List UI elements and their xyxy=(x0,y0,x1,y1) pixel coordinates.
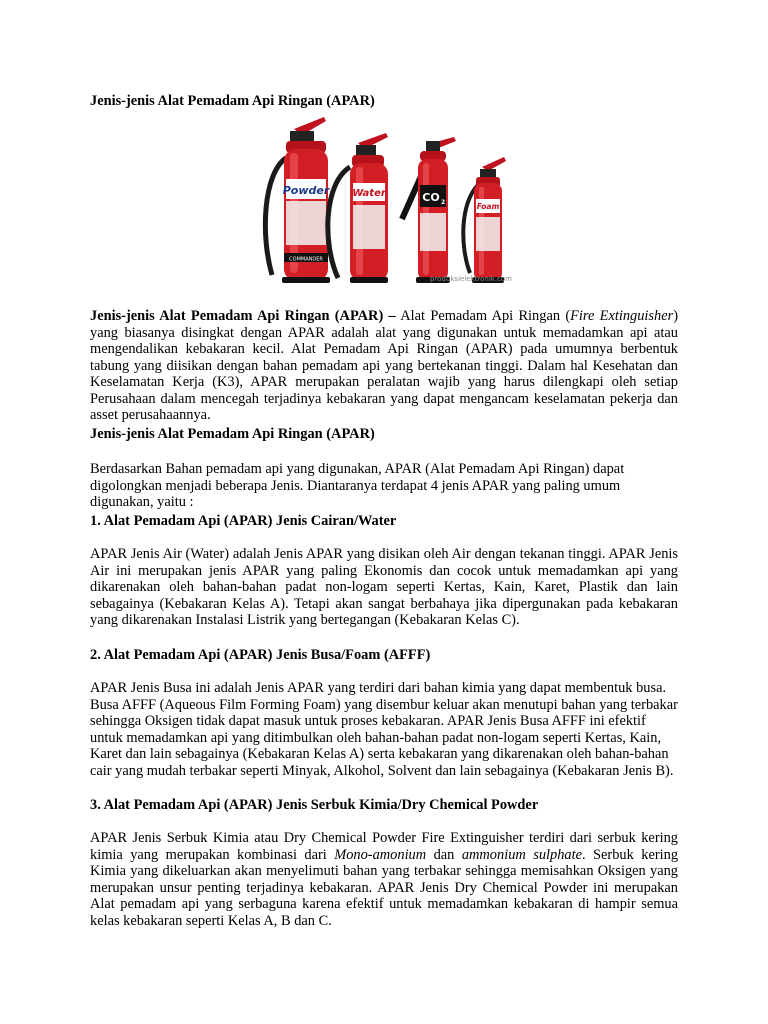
type-2-paragraph: APAR Jenis Busa ini adalah Jenis APAR yang terdiri dari bahan kimia yang dapat membentuk busa. Busa AFFF (Aqueous Film Forming Foam) yang disembur keluar akan menutupi bahan yang terbakar sehingga Oksigen tidak dapat masuk untuk proses kebakaran. APAR Jenis Busa AFFF ini efektif untuk memadamkan api yang ditimbulkan oleh bahan-bahan padat non-logam seperti Kertas, Kain, Karet dan lain sebagainya (Kebakaran Kelas A) serta kebakaran yang dikarenakan oleh bahan-bahan cair yang mudah terbakar seperti Minyak, Alkohol, Solvent dan lain sebagainya (Kebakaran Jenis B). xyxy=(90,680,678,779)
co2-label: CO xyxy=(422,191,440,204)
powder-extinguisher-icon xyxy=(265,117,330,283)
type-3-text-continued: . Serbuk kering Kimia yang dikeluarkan akan menyelimuti bahan yang terbakar sehingga memisahkan Oksigen yang merupakan unsur penting terjadinya kebakaran. APAR Jenis Dry Chemical Powder ini merupakan Alat pemadam api yang serbaguna karena efektif untuk memadamkan kebakaran di hampir semua kelas kebakaran seperti Kelas A, B dan C. xyxy=(90,846,679,929)
type-3-paragraph xyxy=(90,830,678,929)
water-label: Water xyxy=(352,188,386,199)
brand-label: COMMANDER xyxy=(289,256,323,263)
co2-subscript: 2 xyxy=(441,199,446,206)
page-title: Jenis-jenis Alat Pemadam Api Ringan (APAR) xyxy=(90,93,375,109)
type-3-text-and: dan xyxy=(426,846,462,863)
intro-text-continued: ) yang biasanya disingkat dengan APAR adalah alat yang digunakan untuk memadamkan api atau mengendalikan kebakaran kecil. Alat Pemadam Api Ringan (APAR) pada umumnya berbentuk tabung yang diisikan dengan bahan pemadam api yang bertekanan tinggi. Dalam hal Kesehatan dan Keselamatan Kerja (K3), APAR merupakan peralatan wajib yang harus dilengkapi oleh setiap Perusahaan dalam mencegah terjadinya kebakaran yang dapat mengancam keselamatan pekerja dan asset perusahaannya. xyxy=(90,308,679,423)
intro-lead: Jenis-jenis Alat Pemadam Api Ringan (APAR) – xyxy=(90,308,396,324)
foam-label: Foam xyxy=(476,202,500,211)
ammonium-sulphate-term: ammonium sulphate xyxy=(461,846,582,863)
water-extinguisher-icon xyxy=(328,133,388,283)
type-1-paragraph: APAR Jenis Air (Water) adalah Jenis APAR yang disikan oleh Air dengan tekanan tinggi. APAR Jenis Air ini merupakan jenis APAR yang paling Ekonomis dan cocok untuk memadamkan api yang dikarenakan oleh bahan-bahan padat non-logam seperti Kertas, Kain, Karet, Plastik dan lain sebagainya (Kebakaran Kelas A). Tetapi akan sangat berbahaya jika dipergunakan pada kebakaran yang dikarenakan Instalasi Listrik yang bertegangan (Kebakaran Kelas C). xyxy=(90,546,678,628)
intro-paragraph xyxy=(90,308,678,424)
intro-italic-term: Fire Extinguisher xyxy=(570,308,674,324)
section-heading: Jenis-jenis Alat Pemadam Api Ringan (APAR) xyxy=(90,426,375,442)
section-paragraph: Berdasarkan Bahan pemadam api yang digunakan, APAR (Alat Pemadam Api Ringan) dapat digolongkan menjadi beberapa Jenis. Diantaranya terdapat 4 jenis APAR yang paling umum digunakan, yaitu : xyxy=(90,461,625,510)
mono-amonium-term: Mono-amonium xyxy=(334,846,427,863)
type-3-text: APAR Jenis Serbuk Kimia atau Dry Chemical Powder Fire Extinguisher terdiri dari serbuk kering kimia yang merupakan kombinasi dari xyxy=(90,830,678,863)
image-watermark: produksielektronik.com xyxy=(430,275,512,283)
fire-extinguishers-image xyxy=(246,113,522,288)
co2-extinguisher-icon xyxy=(402,137,456,283)
type-1-heading: 1. Alat Pemadam Api (APAR) Jenis Cairan/Water xyxy=(90,513,397,529)
type-2-heading: 2. Alat Pemadam Api (APAR) Jenis Busa/Foam (AFFF) xyxy=(90,647,431,663)
powder-label: Powder xyxy=(282,184,330,197)
type-3-heading: 3. Alat Pemadam Api (APAR) Jenis Serbuk Kimia/Dry Chemical Powder xyxy=(90,797,539,813)
foam-extinguisher-icon xyxy=(463,157,506,283)
intro-text: Alat Pemadam Api Ringan ( xyxy=(395,308,571,324)
